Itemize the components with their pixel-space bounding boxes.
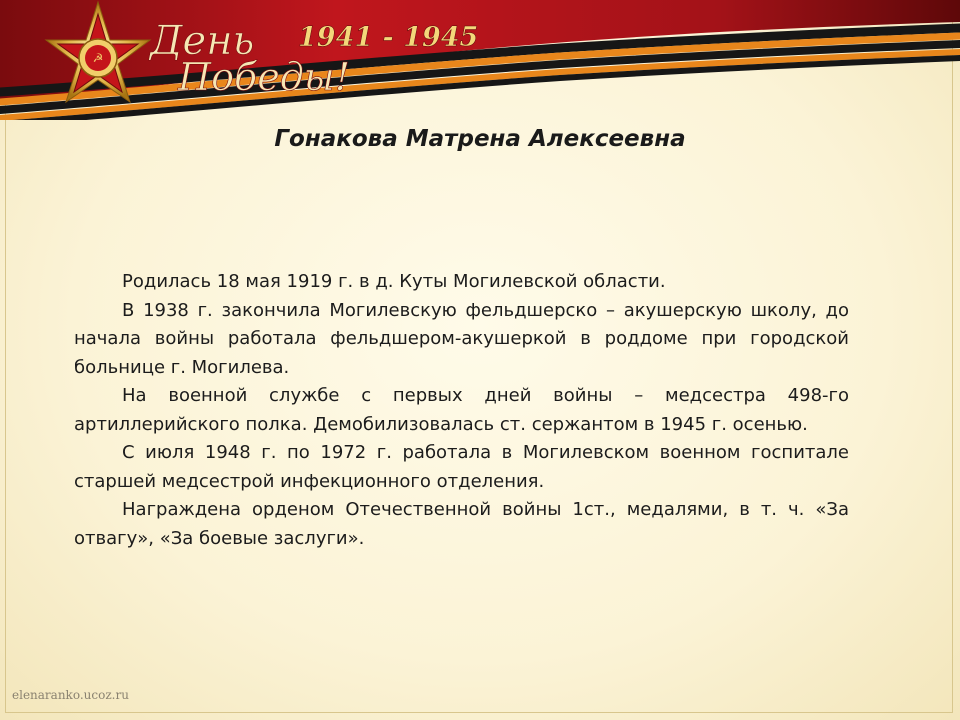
svg-text:1941 - 1945: 1941 - 1945 bbox=[298, 22, 479, 53]
page-title: Гонакова Матрена Алексеевна bbox=[274, 126, 686, 152]
victory-day-banner bbox=[0, 0, 960, 120]
paragraph-military-service: На военной службе с первых дней войны – медсестра 498-го артиллерийского полка. Демобилизовалась ст. сержантом в 1945 г. осенью. bbox=[74, 385, 849, 435]
paragraph-birth: Родилась 18 мая 1919 г. в д. Куты Могилевской области. bbox=[122, 271, 666, 292]
paragraph-awards: Награждена орденом Отечественной войны 1ст., медалями, в т. ч. «За отвагу», «За боевые заслуги». bbox=[74, 499, 849, 549]
svg-text:☭: ☭ bbox=[92, 51, 104, 65]
svg-text:День: День bbox=[150, 18, 255, 64]
paragraph-education: В 1938 г. закончила Могилевскую фельдшерско – акушерскую школу, до начала войны работала фельдшером-акушеркой в роддоме при городской больнице г. Могилева. bbox=[74, 299, 849, 378]
paragraph-hospital-work: С июля 1948 г. по 1972 г. работала в Могилевском военном госпитале старшей медсестрой инфекционного отделения. bbox=[74, 442, 849, 492]
svg-text:Победы!: Победы! bbox=[178, 55, 351, 99]
site-watermark: elenaranko.ucoz.ru bbox=[12, 688, 129, 702]
biography-text bbox=[74, 268, 849, 553]
